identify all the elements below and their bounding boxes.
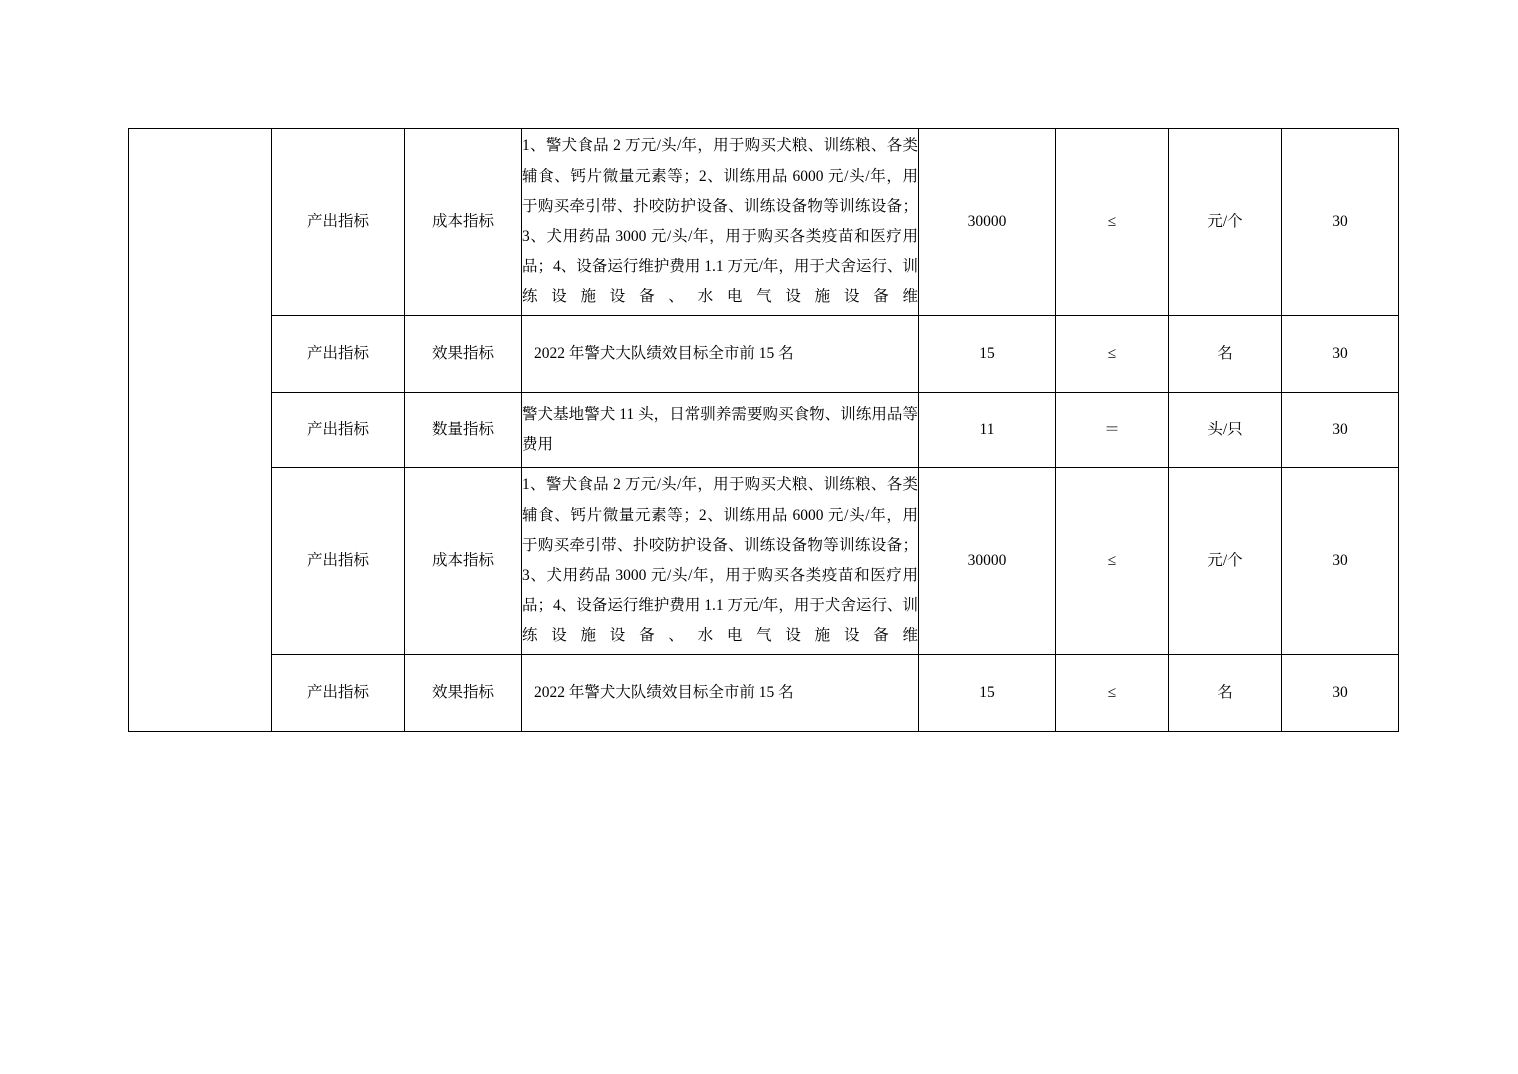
indicator-description-cell: 警犬基地警犬 11 头，日常驯养需要购买食物、训练用品等费用 — [522, 393, 919, 468]
indicator-description-cell: 2022 年警犬大队绩效目标全市前 15 名 — [522, 316, 919, 393]
indicator-description-cell: 1、警犬食品 2 万元/头/年，用于购买犬粮、训练粮、各类辅食、钙片微量元素等；2、训练用品 6000 元/头/年，用于购买牵引带、扑咬防护设备、训练设备物等训练设备；3、犬用药品 3000 元/头/年，用于购买各类疫苗和医疗用品；4、设备运行维护费用 1.1 万元/年，用于犬舍运行、训练设施设备、水电气设施设备维 — [522, 468, 919, 655]
indicator-unit-cell: 名 — [1169, 655, 1282, 732]
table-container — [128, 128, 1390, 732]
table-row — [129, 393, 1399, 468]
indicator-score-cell: 30 — [1282, 316, 1399, 393]
indicator-unit-cell: 头/只 — [1169, 393, 1282, 468]
row-group-label-cell — [129, 129, 272, 732]
indicator-type-cell: 产出指标 — [272, 316, 405, 393]
indicator-kind-cell: 效果指标 — [405, 655, 522, 732]
indicator-kind-cell: 成本指标 — [405, 129, 522, 316]
indicator-type-cell: 产出指标 — [272, 655, 405, 732]
indicator-unit-cell: 元/个 — [1169, 129, 1282, 316]
indicator-value-cell: 15 — [919, 655, 1056, 732]
table-row — [129, 655, 1399, 732]
indicator-value-cell: 30000 — [919, 468, 1056, 655]
indicator-value-cell: 11 — [919, 393, 1056, 468]
indicator-type-cell: 产出指标 — [272, 468, 405, 655]
indicator-type-cell: 产出指标 — [272, 129, 405, 316]
indicator-unit-cell: 元/个 — [1169, 468, 1282, 655]
table-row — [129, 129, 1399, 316]
indicator-description-cell: 2022 年警犬大队绩效目标全市前 15 名 — [522, 655, 919, 732]
indicator-operator-cell: ＝ — [1056, 393, 1169, 468]
performance-indicator-table — [128, 128, 1399, 732]
indicator-value-cell: 15 — [919, 316, 1056, 393]
indicator-operator-cell: ≤ — [1056, 129, 1169, 316]
indicator-type-cell: 产出指标 — [272, 393, 405, 468]
table-row — [129, 468, 1399, 655]
indicator-operator-cell: ≤ — [1056, 655, 1169, 732]
table-row — [129, 316, 1399, 393]
indicator-score-cell: 30 — [1282, 655, 1399, 732]
indicator-score-cell: 30 — [1282, 393, 1399, 468]
indicator-kind-cell: 效果指标 — [405, 316, 522, 393]
indicator-kind-cell: 数量指标 — [405, 393, 522, 468]
indicator-score-cell: 30 — [1282, 468, 1399, 655]
indicator-description-cell: 1、警犬食品 2 万元/头/年，用于购买犬粮、训练粮、各类辅食、钙片微量元素等；2、训练用品 6000 元/头/年，用于购买牵引带、扑咬防护设备、训练设备物等训练设备；3、犬用药品 3000 元/头/年，用于购买各类疫苗和医疗用品；4、设备运行维护费用 1.1 万元/年，用于犬舍运行、训练设施设备、水电气设施设备维 — [522, 129, 919, 316]
indicator-unit-cell: 名 — [1169, 316, 1282, 393]
indicator-score-cell: 30 — [1282, 129, 1399, 316]
indicator-operator-cell: ≤ — [1056, 468, 1169, 655]
indicator-kind-cell: 成本指标 — [405, 468, 522, 655]
indicator-operator-cell: ≤ — [1056, 316, 1169, 393]
indicator-value-cell: 30000 — [919, 129, 1056, 316]
